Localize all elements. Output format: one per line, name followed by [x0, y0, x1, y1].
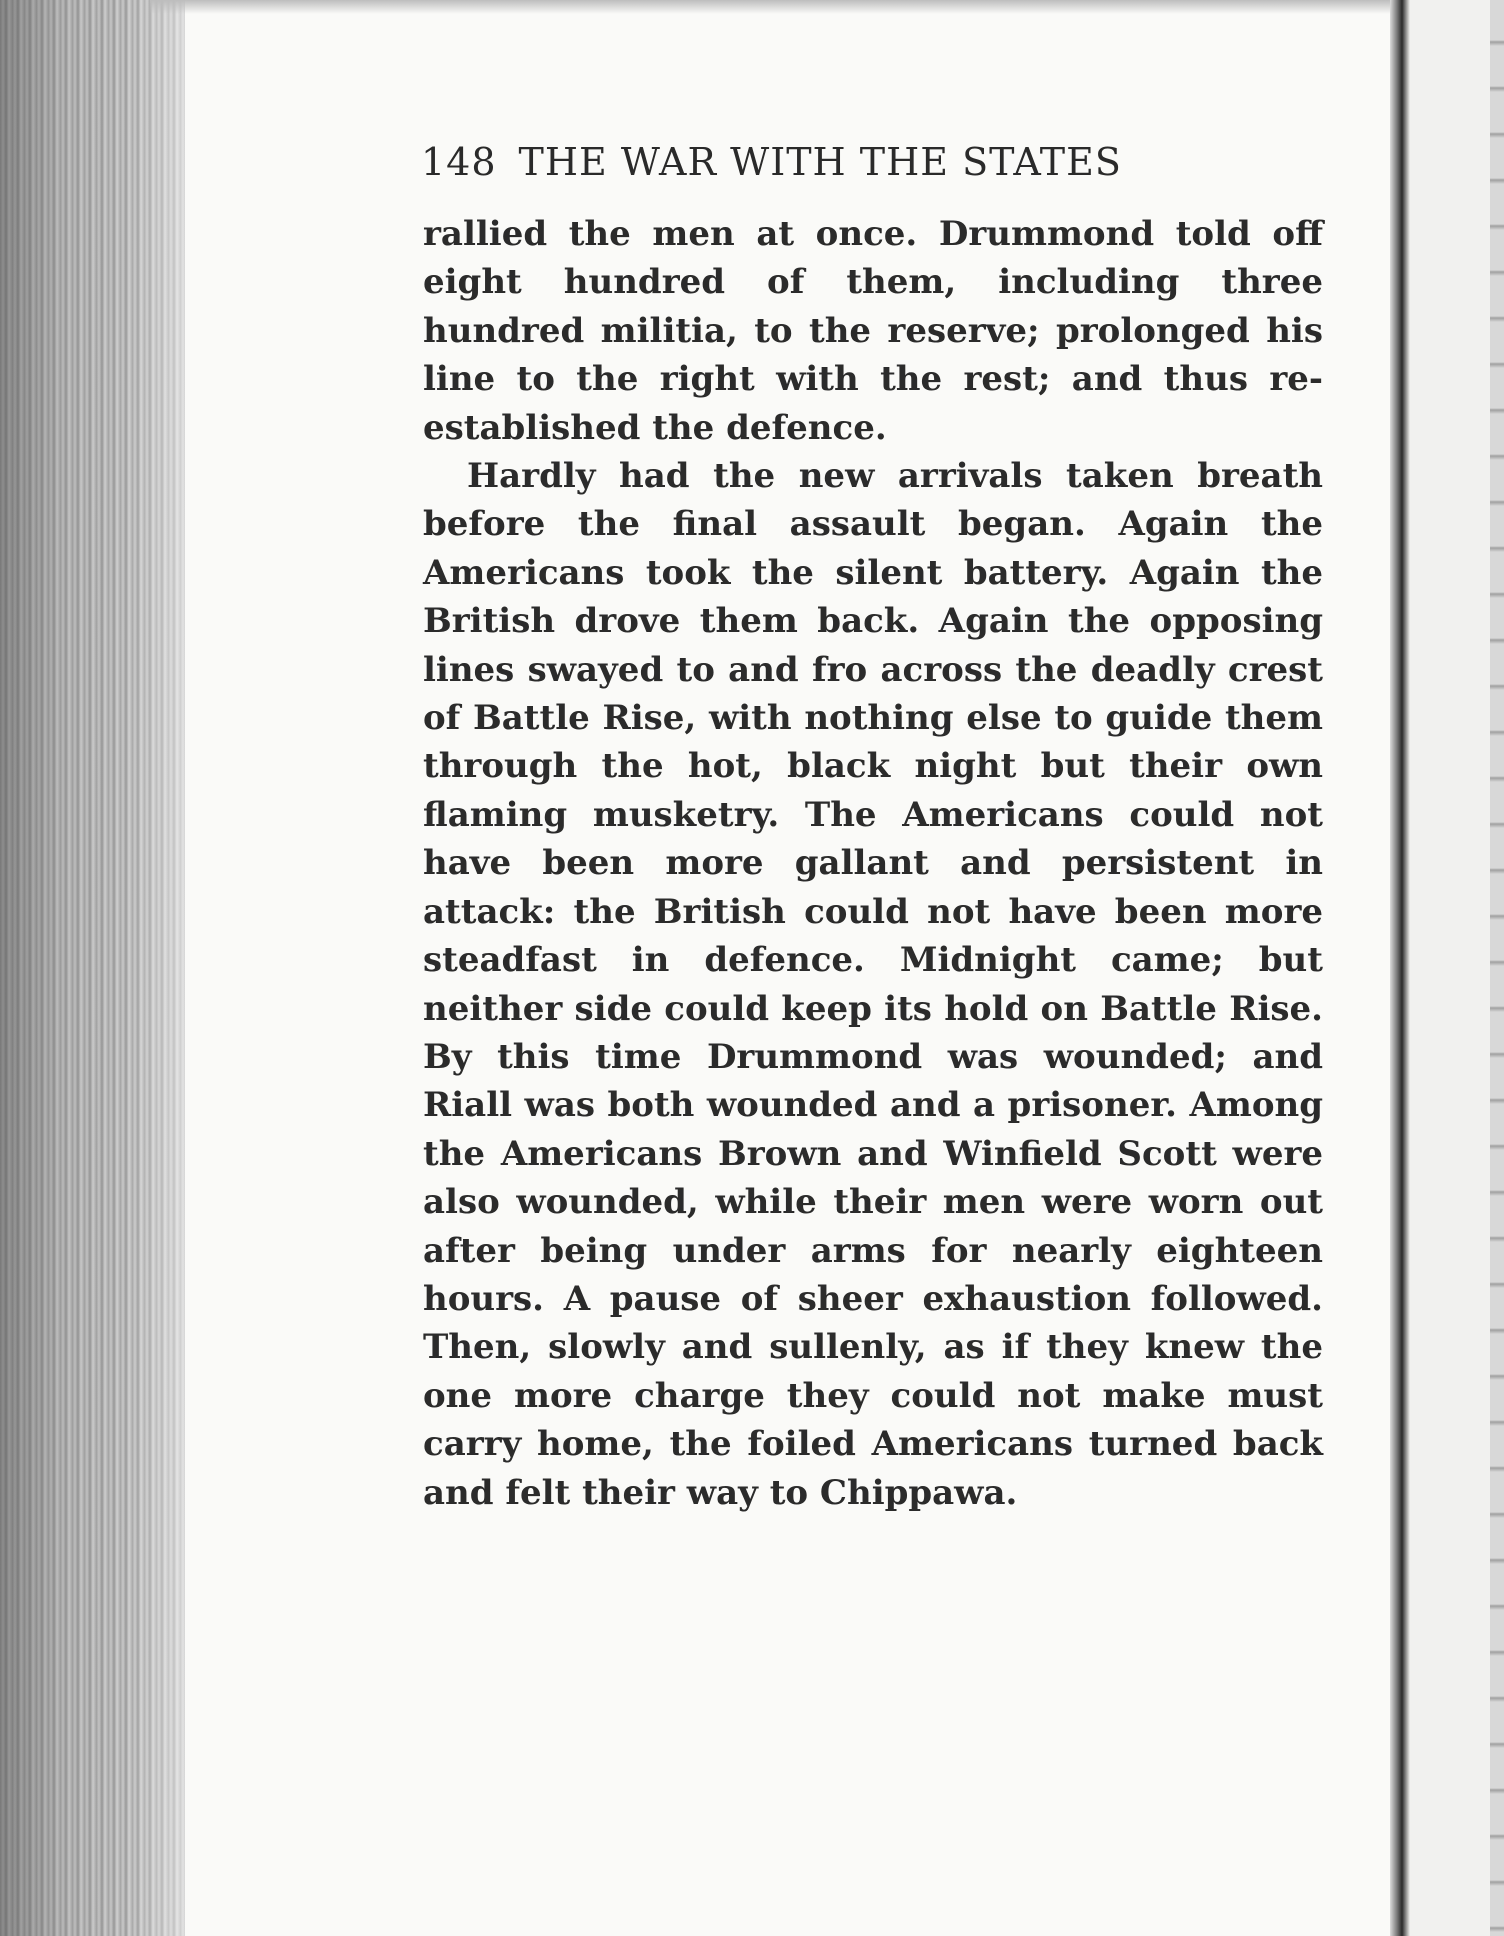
page-top-shadow — [150, 0, 1390, 14]
running-head-title: THE WAR WITH THE STATES — [518, 140, 1122, 184]
paragraph: Hardly had the new arrivals taken breath before the final assault began. Again the Americans took the silent battery. Again the British drove them back. Again the opposing lines swayed to and fro across the deadly crest of Battle Rise, with nothing else to guide them through the hot, black night but their own flaming musketry. The Americans could not have been more gallant and persistent in attack: the British could not have been more steadfast in defence. Midnight came; but neither side could keep its hold on Battle Rise. By this time Drummond was wounded; and Riall was both wounded and a prisoner. Among the Americans Brown and Winfield Scott were also wounded, while their men were worn out after being under arms for nearly eighteen hours. A pause of sheer exhaustion followed. Then, slowly and sullenly, as if they knew the one more charge they could not make must carry home, the foiled Americans turned back and felt their way to Chippawa. — [423, 456, 1323, 1513]
book-gutter — [1390, 0, 1402, 1936]
facing-page — [1402, 0, 1504, 1936]
running-header — [421, 140, 1321, 196]
page-body — [423, 210, 1323, 1517]
paragraph-continued: rallied the men at once. Drummond told off eight hundred of them, including three hundred militia, to the reserve; prolonged his line to the right with the rest; and thus re-established the defence. — [423, 214, 1323, 448]
facing-page-edge — [1490, 0, 1504, 1936]
book-page-edges — [0, 0, 185, 1936]
page-number: 148 — [421, 140, 497, 184]
